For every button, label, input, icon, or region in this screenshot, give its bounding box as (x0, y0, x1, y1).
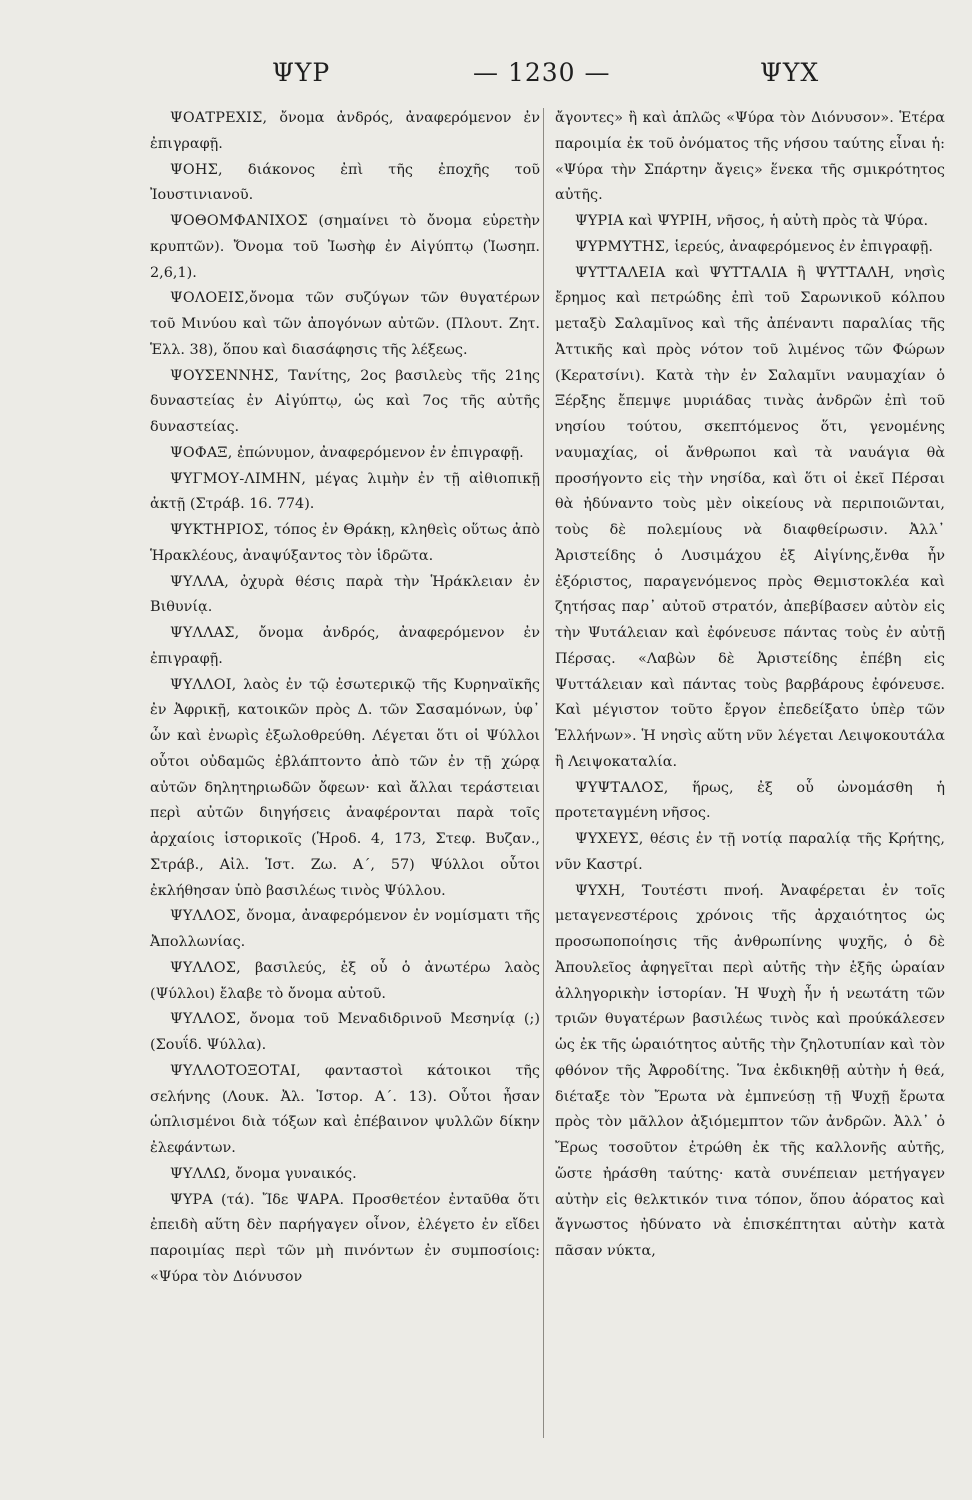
entry-text: ὄνομα ἀνδρός, ἀναφερόμενον ἐν ἐπιγραφῇ. (150, 625, 540, 667)
headword: ΨΥΛΛΟΣ, (170, 959, 241, 976)
entry-text: ὀχυρὰ θέσις παρὰ τὴν Ἡράκλειαν ἐν Βιθυνίᾳ. (150, 573, 540, 616)
headword: ΨΥΛΛΑΣ, (170, 625, 240, 641)
entry-text: (σημαίνει τὸ ὄνομα εὑρετὴν κρυπτῶν). Ὄνομα τοῦ Ἰωσὴφ ἐν Αἰγύπτῳ (Ἰωσηπ. 2,6,1). (150, 213, 540, 281)
headword: ΨΟΑΤΡΕΧΙΣ, (170, 110, 268, 126)
entry-text: Τουτέστι πνοή. Ἀναφέρεται ἐν τοῖς μεταγενεστέροις χρόνοις τῆς ἀρχαιότητος ὡς προσωποποίησις τῆς ἀνθρωπίνης ψυχῆς, ὁ δὲ Ἀπουλεῖος ἀφηγεῖται περὶ αὐτῆς τὴν ἑξῆς ὡραίαν ἀλληγορικὴν ἱστορίαν. Ἡ Ψυχὴ ἦν ἡ νεωτάτη τῶν τριῶν θυγατέρων βασιλέως τινὸς καὶ προύκάλεσεν ὡς ἐκ τῆς ὡραιότητος αὐτῆς τὴν ζηλοτυπίαν καὶ τὸν φθόνον τῆς Ἀφροδίτης. Ἵνα ἐκδικηθῇ αὐτὴν ἡ θεά, διέταξε τὸν Ἔρωτα νὰ ἐμπνεύσῃ τῇ Ψυχῇ ἔρωτα πρὸς τὸν μᾶλλον ἀξιόμεμπτον τῶν ἀνδρῶν. Ἀλλ᾽ ὁ Ἔρως τοσοῦτον ἐτρώθη ἐκ τῆς καλλονῆς αὐτῆς, ὥστε ἠράσθη ταύτης· κατὰ συνέπειαν μετήγαγεν αὐτὴν εἰς θελκτικόν τινα τόπον, ὅπου ἀόρατος καὶ ἄγνωστος ἠδύνατο νὰ ἐπισκέπτηται αὐτὴν κατὰ πᾶσαν νύκτα, (555, 882, 945, 1259)
headword: ΨΥΓΜΟΥ-ΛΙΜΗΝ, (170, 470, 307, 487)
entry-text: βασιλεύς, ἐξ οὗ ὁ ἀνωτέρω λαὸς (Ψύλλοι) ἔλαβε τὸ ὄνομα αὐτοῦ. (150, 959, 540, 1002)
entry (150, 621, 540, 673)
entry-text: Τανίτης, 2ος βασιλεὺς τῆς 21ης δυναστείας ἐν Αἰγύπτῳ, ὡς καὶ 7ος τῆς αὐτῆς δυναστείας. (150, 367, 540, 435)
entry-text: καὶ ΨΥΡΙΗ, νῆσος, ἡ αὐτὴ πρὸς τὰ Ψύρα. (623, 213, 929, 229)
entry (555, 827, 945, 879)
headword: ΨΥΧΕΥΣ, (575, 831, 644, 847)
entry-text: ἐπώνυμον, ἀναφερόμενον ἐν ἐπιγραφῇ. (232, 444, 524, 461)
entry-text: ὄνομα, ἀναφερόμενον ἐν νομίσματι τῆς Ἀπολλωνίας. (150, 908, 540, 950)
entry-continuation (555, 106, 945, 209)
left-column (150, 106, 540, 1291)
headword: ΨΥΛΛΟΤΟΞΟΤΑΙ, (170, 1062, 301, 1079)
headword: ΨΥΡΜΥΤΗΣ, (575, 238, 670, 255)
entry (150, 106, 540, 158)
entry (150, 286, 540, 363)
entry (150, 1188, 540, 1291)
entry-text: θέσις ἐν τῇ νοτίᾳ παραλίᾳ τῆς Κρήτης, νῦν Καστρί. (555, 831, 945, 873)
entry (150, 518, 540, 570)
entry (150, 1162, 540, 1188)
headword: ΨΟΦΑΞ, (170, 444, 233, 461)
header-left-guideword: ΨΥΡ (272, 58, 331, 87)
entry-text: ὄνομα γυναικός. (230, 1165, 357, 1182)
entry (150, 904, 540, 956)
entry (150, 570, 540, 622)
entry-text: ἱερεύς, ἀναφερόμενος ἐν ἐπιγραφῇ. (669, 238, 933, 255)
headword: ΨΟΥΣΕΝΝΗΣ, (170, 367, 280, 384)
entry-text: φανταστοὶ κάτοικοι τῆς σελήνης (Λουκ. Ἀλ. Ἱστορ. Α΄. 13). Οὗτοι ἦσαν ὡπλισμένοι διὰ τόξων καὶ ἐπέβαινον ψυλλῶν δίκην ἐλεφάντων. (150, 1062, 540, 1156)
entry (150, 441, 540, 467)
page-header (0, 58, 972, 98)
entry-text: ὄνομα ἀνδρός, ἀναφερόμενον ἐν ἐπιγραφῇ. (150, 110, 540, 152)
header-right-guideword: ΨΥΧ (760, 58, 820, 87)
entry-text: (τά). Ἴδε ΨΑΡΑ. Προσθετέον ἐνταῦθα ὅτι ἐπειδὴ αὕτη δὲν παρήγαγεν οἶνον, ἐλέγετο ἐν εἴδει παροιμίας περὶ τῶν μὴ πινόντων ἐν συμποσίοις: «Ψύρα τὸν Διόνυσον (150, 1191, 540, 1285)
headword: ΨΥΛΛΟΣ, (170, 1011, 241, 1028)
headword: ΨΥΨΤΑΛΟΣ, (575, 779, 669, 796)
entry-text: ὄνομα τῶν συζύγων τῶν θυγατέρων τοῦ Μινύου καὶ τῶν ἀπογόνων αὐτῶν. (Πλουτ. Ζητ. Ἑλλ. 38), ὅπου καὶ διασάφησις τῆς λέξεως. (150, 290, 540, 358)
entry (555, 235, 945, 261)
entry (555, 261, 945, 776)
page-number: — 1230 — (473, 58, 611, 87)
entry-text: διάκονος ἐπὶ τῆς ἐποχῆς τοῦ Ἰουστινιανοῦ. (150, 161, 540, 204)
entry (150, 209, 540, 286)
entry-text: λαὸς ἐν τῷ ἐσωτερικῷ τῆς Κυρηναϊκῆς ἐν Ἀφρικῇ, κατοικῶν πρὸς Δ. τῶν Σασαμόνων, ὑφ᾽ ὧν καὶ ἐνωρὶς ἐξωλοθρεύθη. Λέγεται ὅτι οἱ Ψύλλοι οὗτοι οὐδαμῶς ἐβλάπτοντο ἀπὸ τῶν ἐν τῇ χώρᾳ αὐτῶν δηλητηριωδῶν ὄφεων· καὶ ἄλλαι τεράστειαι περὶ αὐτῶν διηγήσεις ἀναφέρονται παρὰ τοῖς ἀρχαίοις ἱστορικοῖς (Ἡροδ. 4, 173, Στεφ. Βυζαν., Στράβ., Αἰλ. Ἱστ. Ζω. Α΄, 57) Ψύλλοι οὗτοι ἐκλήθησαν ὑπὸ βασιλέως τινὸς Ψύλλου. (150, 676, 540, 899)
headword: ΨΥΤΤΑΛΕΙΑ (575, 264, 666, 281)
entry-text: ἄγοντες» ἢ καὶ ἁπλῶς «Ψύρα τὸν Διόνυσον». Ἑτέρα παροιμία ἐκ τοῦ ὀνόματος τῆς νήσου ταύτης εἶναι ἡ: «Ψύρα τὴν Σπάρτην ἄγεις» ἕνεκα τῆς σμικρότητος αὐτῆς. (555, 110, 945, 204)
entry (150, 956, 540, 1008)
right-column (555, 106, 945, 1265)
entry (150, 1059, 540, 1162)
headword: ΨΥΛΛΟΣ, (170, 908, 241, 925)
entry (150, 158, 540, 210)
headword: ΨΟΗΣ, (170, 161, 223, 178)
entry (150, 1007, 540, 1059)
headword: ΨΥΛΛΩ, (170, 1165, 231, 1182)
entry-text: ὄνομα τοῦ Μεναδιδρινοῦ Μεσηνίᾳ (;) (Σουΐδ. Ψύλλα). (150, 1011, 540, 1053)
headword: ΨΥΚΤΗΡΙΟΣ, (170, 522, 269, 538)
entry-text: ἥρως, ἐξ οὗ ὠνομάσθη ἡ προτεταγμένη νῆσος. (555, 779, 945, 822)
column-divider (543, 108, 544, 1438)
headword: ΨΥΧΗ, (575, 882, 626, 899)
entry-text: μέγας λιμὴν ἐν τῇ αἰθιοπικῇ ἀκτῇ (Στράβ. 16. 774). (150, 470, 540, 513)
headword: ΨΥΡΙΑ (575, 213, 624, 229)
entry (150, 364, 540, 441)
headword: ΨΟΘΟΜΦΑΝΙΧΟΣ (170, 213, 308, 229)
entry-text: τόπος ἐν Θράκῃ, κληθεὶς οὕτως ἀπὸ Ἡρακλέους, ἀναψύξαντος τὸν ἱδρῶτα. (150, 522, 540, 564)
entry (150, 467, 540, 519)
entry (150, 673, 540, 905)
headword: ΨΥΡΑ (170, 1191, 213, 1208)
entry (555, 879, 945, 1265)
headword: ΨΥΛΛΑ, (170, 573, 230, 590)
entry (555, 209, 945, 235)
headword: ΨΟΛΟΕΙΣ, (170, 290, 250, 307)
entry-text: καὶ ΨΥΤΤΑΛΙΑ ἢ ΨΥΤΤΑΛΗ, νησὶς ἔρημος καὶ πετρώδης ἐπὶ τοῦ Σαρωνικοῦ κόλπου μεταξὺ Σαλαμῖνος καὶ τῆς ἀπέναντι παραλίας τῆς Ἀττικῆς καὶ πρὸς νότον τοῦ λιμένος τῶν Φώρων (Κερατσίνι). Κατὰ τὴν ἐν Σαλαμῖνι ναυμαχίαν ὁ Ξέρξης ἔπεμψε μυριάδας τινὰς ἀνδρῶν ἐπὶ τοῦ νησίου τούτου, σκεπτόμενος ὅτι, γενομένης ναυμαχίας, οἱ ἄνθρωποι καὶ τὰ ναυάγια θὰ προσήγοντο εἰς τὴν νησίδα, καὶ ὅτι οἱ ἐκεῖ Πέρσαι θὰ ἠδύναντο τοὺς μὲν οἰκείους νὰ περιποιῶνται, τοὺς δὲ πολεμίους νὰ διαφθείρωσιν. Ἀλλ᾽ Ἀριστείδης ὁ Λυσιμάχου ἐξ Αἰγίνης,ἔνθα ἦν ἐξόριστος, παραγενόμενος πρὸς Θεμιστοκλέα καὶ ζητήσας παρ᾽ αὐτοῦ στρατόν, ἀπεβίβασεν αὐτὸν εἰς τὴν Ψυτάλειαν καὶ ἐφόνευσε πάντας τοὺς ἐν αὐτῇ Πέρσας. «Λαβὼν δὲ Ἀριστείδης ἐπέβη εἰς Ψυττάλειαν καὶ πάντας τοὺς βαρβάρους ἐφόνευσε. Καὶ μέγιστον τοῦτο ἔργον ἐπεδείξατο ὑπὲρ τῶν Ἑλλήνων». Ἡ νησὶς αὕτη νῦν λέγεται Λειψοκουτάλα ἢ Λειψοκαταλία. (555, 264, 945, 770)
entry (555, 776, 945, 828)
headword: ΨΥΛΛΟΙ, (170, 676, 237, 693)
